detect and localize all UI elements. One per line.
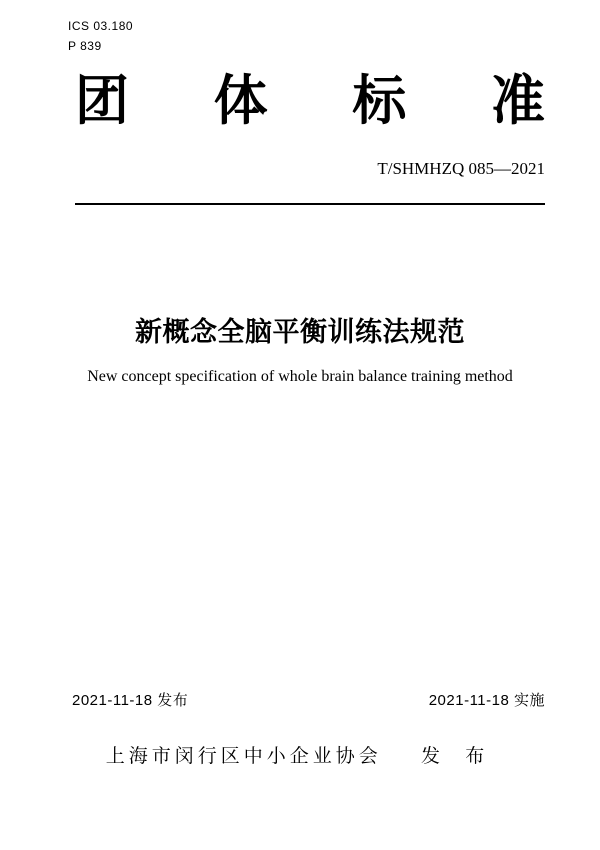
- standard-type-char: 体: [213, 71, 268, 131]
- publisher-name: 上海市闵行区中小企业协会: [105, 746, 382, 767]
- header-divider: [75, 203, 545, 205]
- standard-type-char: 准: [490, 71, 545, 131]
- classification-code: P 839: [68, 39, 102, 53]
- implement-date: 2021-11-18 实施: [428, 692, 545, 709]
- issue-date: 2021-11-18 发布: [72, 692, 189, 709]
- document-title-en: New concept specification of whole brain balance training method: [87, 368, 513, 385]
- standard-type-char: 标: [352, 71, 407, 131]
- date-row: [72, 689, 545, 710]
- standard-number: T/SHMHZQ 085—2021: [377, 159, 545, 178]
- standard-type-char: 团: [75, 71, 129, 131]
- document-title-zh: 新概念全脑平衡训练法规范: [135, 317, 465, 347]
- publisher-row: [0, 741, 600, 768]
- ics-code: ICS 03.180: [68, 19, 134, 33]
- publish-label: 发 布: [421, 746, 495, 767]
- standard-type-title: [75, 71, 545, 131]
